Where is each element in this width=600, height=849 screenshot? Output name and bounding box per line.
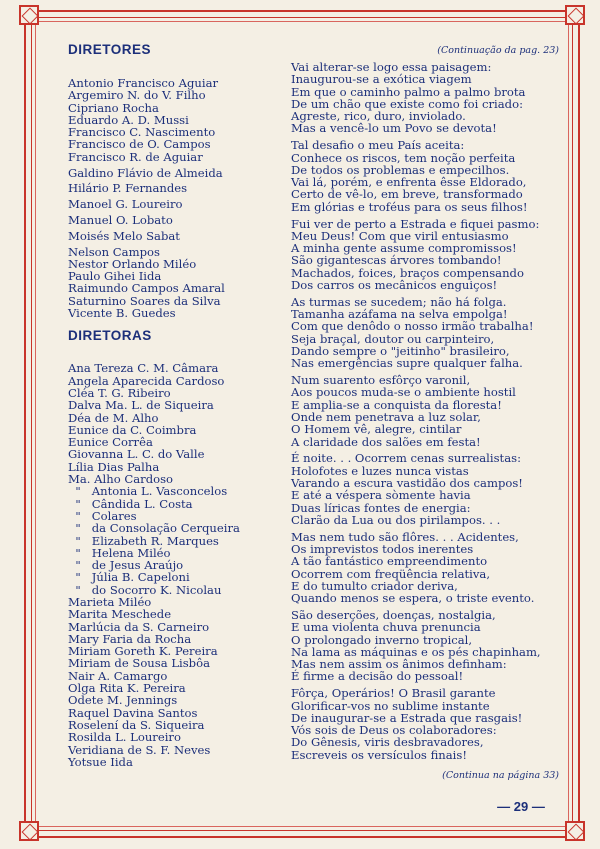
name-entry: Cléa T. G. Ribeiro (68, 385, 171, 400)
poem-verse: Tal desafio o meu País aceita: (291, 138, 465, 153)
name-entry: Eunice Corrêa (68, 435, 153, 450)
poem-verse: As turmas se sucedem; não há folga. (291, 294, 507, 309)
poem-verse: A minha gente assume compromissos! (291, 241, 517, 256)
poem-verse: Fui ver de perto a Estrada e fiquei pasmo: (291, 216, 540, 231)
poem-verse: Em glórias e troféus para os seus filhos! (291, 199, 528, 214)
name-entry: " da Consolação Cerqueira (68, 521, 240, 536)
poem-verse: Fôrça, Operários! O Brasil garante (291, 686, 496, 701)
poem-verse: Num suarento esfôrço varonil, (291, 373, 471, 388)
poem-verse: Seja braçal, doutor ou carpinteiro, (291, 331, 495, 346)
name-entry: Odete M. Jennings (68, 693, 178, 708)
name-entry: Miriam Goreth K. Pereira (68, 644, 218, 659)
corner-ornament-icon (565, 5, 585, 25)
name-entry: Déa de M. Alho (68, 410, 159, 425)
name-entry: Eduardo A. D. Mussi (68, 112, 189, 127)
name-entry: Raquel Davina Santos (68, 705, 198, 720)
poem-verse: Varando a escura vastidão dos campos! (291, 476, 523, 490)
poem-verse: Inaugurou-se a exótica viagem (291, 72, 472, 87)
poem-verse: Com que denôdo o nosso irmão trabalha! (291, 319, 534, 334)
page-number: — 29 — (497, 799, 545, 814)
name-entry: Olga Rita K. Pereira (68, 681, 186, 696)
poem-verse: Vai alterar-se logo essa paisagem: (291, 60, 492, 74)
name-entry: " Júlia B. Capeloni (68, 570, 190, 585)
name-entry: Vicente B. Guedes (68, 306, 176, 321)
name-entry: Ana Tereza C. M. Câmara (68, 361, 219, 376)
poem-stanza (291, 296, 559, 370)
name-entry: Nelson Campos (68, 244, 160, 259)
name-entry: Cipriano Rocha (68, 100, 159, 115)
name-entry: Dalva Ma. L. de Siqueira (68, 398, 214, 413)
name-entry: Yotsue Iida (68, 754, 133, 769)
name-entry: Veridiana de S. F. Neves (68, 742, 211, 757)
diretoras-list (68, 362, 283, 768)
poem-verse: Vós sois de Deus os colaboradores: (291, 723, 497, 738)
poem-verse: Mas nem assim os ânimos definham: (291, 657, 507, 672)
poem-verse: Dando sempre o "jeitinho" brasileiro, (291, 344, 510, 359)
poem-stanza (291, 687, 559, 761)
poem-verse: Ocorrem com freqüência relativa, (291, 566, 491, 581)
poem-verse: O prolongado inverno tropical, (291, 632, 473, 647)
poem-verse: Duas líricas fontes de energia: (291, 500, 471, 515)
name-entry: Ma. Alho Cardoso (68, 472, 174, 487)
name-entry: Manoel G. Loureiro (68, 197, 183, 212)
name-entry: Hilário P. Fernandes (68, 181, 188, 196)
name-entry: Francisco de O. Campos (68, 137, 211, 152)
poem-verse: De todos os problemas e empecilhos. (291, 162, 510, 177)
poem-column (291, 46, 559, 782)
poem-verse: É noite. . . Ocorrem cenas surrealistas: (291, 451, 521, 466)
diretores-list (68, 77, 283, 319)
name-entry: Marita Meschede (68, 607, 172, 622)
poem-verse: Holofotes e luzes nunca vistas (291, 463, 469, 478)
name-entry: " de Jesus Araújo (68, 558, 184, 573)
name-entry: Francisco C. Nascimento (68, 125, 216, 140)
poem-verse: E do tumulto criador deriva, (291, 578, 458, 593)
name-entry: Lília Dias Palha (68, 459, 160, 474)
name-entry: Paulo Gihei Iida (68, 269, 162, 284)
poem-stanza (291, 61, 559, 135)
poem-verse: São gigantescas árvores tombando! (291, 253, 502, 268)
poem-verse: Do Gênesis, viris desbravadores, (291, 735, 484, 750)
corner-ornament-icon (565, 821, 585, 841)
name-entry: Nestor Orlando Miléo (68, 256, 197, 271)
corner-ornament-icon (19, 5, 39, 25)
diretores-heading: DIRETORES (68, 42, 152, 57)
poem-verse: Aos poucos muda-se o ambiente hostil (291, 385, 516, 400)
poem-verse: E uma violenta chuva prenuncia (291, 620, 481, 635)
diretoras-heading: DIRETORAS (68, 328, 152, 344)
poem-verse: E amplia-se a conquista da floresta! (291, 397, 502, 412)
continuation-note-top: (Continuação da pag. 23) (437, 45, 559, 56)
poem-verse: Nas emergências supre qualquer falha. (291, 356, 523, 371)
poem-verse: Os imprevistos todos inerentes (291, 541, 474, 556)
name-entry: " do Socorro K. Nicolau (68, 582, 222, 597)
poem-verse: Escreveis os versículos finais! (291, 747, 468, 762)
name-entry: Angela Aparecida Cardoso (68, 373, 225, 388)
poem-verse: Tamanha azáfama na selva empolga! (291, 307, 508, 322)
name-entry: " Colares (68, 508, 137, 523)
poem-verse: Machados, foices, braços compensando (291, 265, 524, 280)
poem-verse: Agreste, rico, duro, inviolado. (291, 109, 466, 124)
name-entry: Mary Faria da Rocha (68, 631, 192, 646)
names-column (68, 44, 283, 768)
poem-verse: Mas a vencê-lo um Povo se devota! (291, 121, 497, 136)
poem-verse: De inaugurar-se a Estrada que rasgais! (291, 710, 523, 725)
poem-verse: A claridade dos salões em festa! (291, 434, 481, 449)
name-entry: Manuel O. Lobato (68, 212, 173, 227)
poem-verse: Dos carros os mecânicos enguiços! (291, 278, 498, 293)
name-entry: Nair A. Camargo (68, 668, 168, 683)
name-entry: Saturnino Soares da Silva (68, 293, 221, 308)
continuation-note-bottom: (Continua na página 33) (442, 770, 559, 782)
poem-verse: São deserções, doenças, nostalgia, (291, 607, 496, 622)
poem-verse: O Homem vê, alegre, cintilar (291, 422, 462, 437)
poem-verse: É firme a decisão do pessoal! (291, 669, 464, 684)
poem-verse: Vai lá, porém, e enfrenta êsse Eldorado, (291, 175, 527, 190)
poem-verse: Glorificar-vos no sublime instante (291, 698, 490, 713)
poem-stanza (291, 218, 559, 292)
poem-verse: Quando menos se espera, o triste evento. (291, 591, 535, 606)
poem-verse: Conhece os riscos, tem noção perfeita (291, 150, 516, 165)
name-entry: Galdino Flávio de Almeida (68, 165, 223, 180)
poem-stanza (291, 609, 559, 683)
poem-verse: Mas nem tudo são flôres. . . Acidentes, (291, 529, 519, 544)
name-entry: " Elizabeth R. Marques (68, 533, 219, 548)
poem-stanza (291, 452, 559, 526)
name-entry: Moisés Melo Sabat (68, 228, 180, 243)
poem-stanza (291, 139, 559, 213)
name-entry: Eunice da C. Coimbra (68, 422, 197, 437)
name-entry: " Antonia L. Vasconcelos (68, 484, 228, 499)
poem-verse: Em que o caminho palmo a palmo brota (291, 84, 526, 99)
poem-stanza (291, 374, 559, 448)
corner-ornament-icon (19, 821, 39, 841)
poem-verse: Meu Deus! Com que viril entusiasmo (291, 228, 509, 243)
name-entry: Roselení da S. Siqueira (68, 717, 205, 732)
name-entry: " Cândida L. Costa (68, 496, 193, 511)
name-entry: Antonio Francisco Aguiar (68, 76, 219, 90)
poem-verse: De um chão que existe como foi criado: (291, 96, 523, 111)
poem-body (291, 61, 559, 761)
name-entry: Raimundo Campos Amaral (68, 281, 225, 296)
poem-verse: Clarão da Lua ou dos pirilampos. . . (291, 512, 501, 527)
name-entry: Giovanna L. C. do Valle (68, 447, 205, 462)
poem-verse: E até a véspera sòmente havia (291, 488, 471, 503)
name-entry: Miriam de Sousa Lisbôa (68, 656, 210, 671)
name-entry: Rosilda L. Loureiro (68, 730, 181, 745)
name-entry: Marieta Miléo (68, 594, 152, 609)
name-entry: Argemiro N. do V. Filho (68, 88, 206, 103)
poem-verse: A tão fantástico empreendimento (291, 554, 488, 569)
poem-verse: Na lama as máquinas e os pés chapinham, (291, 644, 541, 659)
name-entry: " Helena Miléo (68, 545, 171, 560)
poem-verse: Onde nem penetrava a luz solar, (291, 410, 481, 425)
name-entry: Marlúcia da S. Carneiro (68, 619, 210, 634)
name-entry: Francisco R. de Aguiar (68, 149, 203, 164)
poem-stanza (291, 531, 559, 605)
poem-verse: Certo de vê-lo, em breve, transformado (291, 187, 523, 202)
